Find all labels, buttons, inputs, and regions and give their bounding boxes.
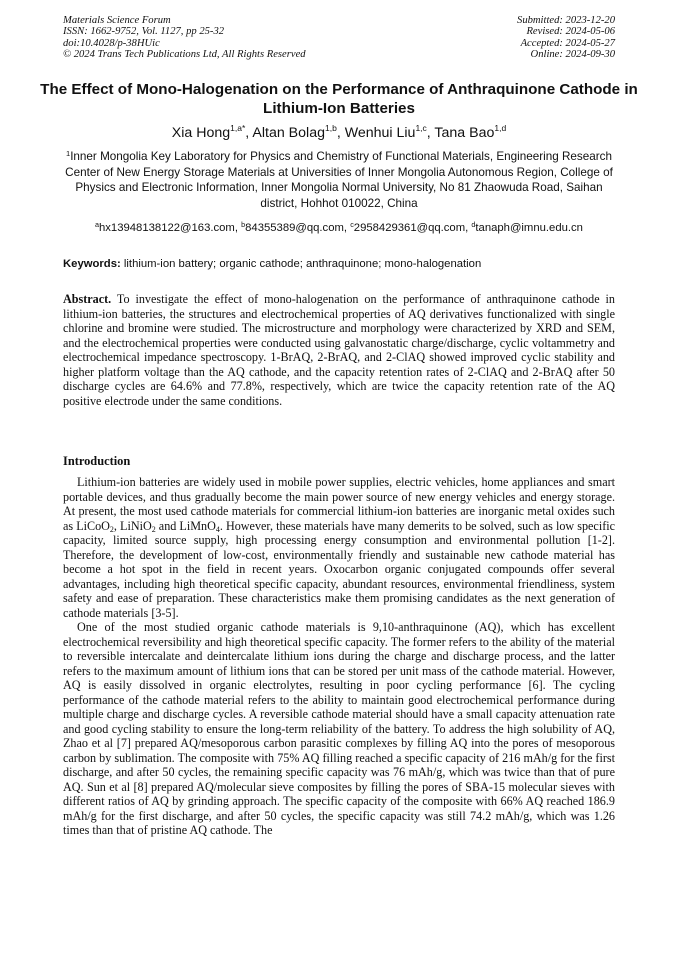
paragraph: One of the most studied organic cathode materials is 9,10-anthraquinone (AQ), which has excellent electrochemical reversibility and high theoretical specific capacity. The former refers to the ability of the material to reversible intercalate and deintercalate lithium ions during the charge and discharge process, and the latter refers to the maximum amount of lithium ions that can be stored per unit mass of the cathode material. However, AQ is easily dissolved in organic electrolytes, resulting in poor cycling performance [6]. The cycling performance of the cathode material refers to the ability to maintain good electrochemical performance during multiple charge and discharge cycles. A reversible cathode material should have a small capacity attenuation rate and good cycling stability to ensure the long-term reliability of the battery. To address the high solubility of AQ, Zhao et al [7] prepared AQ/mesoporous carbon parasitic complexes by filling AQ into the pores of mesoporous carbon by sublimation. The composite with 75% AQ filling reached a specific capacity of 216 mAh/g for the first discharge, and after 50 cycles, the remaining specific capacity was 76 mAh/g, which was twice than that of pure AQ. Sun et al [8] prepared AQ/molecular sieve composites by filling the pores of SBA-15 molecular sieves with different ratios of AQ by grinding approach. The specific capacity of the composite with 66% AQ reached 186.9 mAh/g for the first discharge, and after 50 cycles, the specific capacity was still 74.2 mAh/g, which was 1.26 times than that of pristine AQ cathode. The bbox=[63, 620, 615, 837]
publication-dates bbox=[517, 15, 615, 60]
section-heading-introduction: Introduction bbox=[63, 454, 131, 468]
author-superscript: 1,c bbox=[415, 123, 427, 133]
email-separator: , bbox=[234, 222, 242, 234]
paragraph-text: . However, these materials have many demerits to be solved, such as low specific capacity, limited source supply, high processing energy consumption and environmental pollution [1-2]. Therefore, the development of low-cost, environmentally friendly and sustainable new cathode material has become a hot spot in the field in recent years. Oxocarbon organic conjugated compounds offer several advantages, including high theoretical specific capacity, abundant resources, environmental friendliness, system safety and ease of preparation. These characteristics make them promising candidates as the next generation of cathode materials [3-5]. bbox=[63, 518, 615, 620]
author bbox=[345, 125, 427, 141]
email-superscript: a bbox=[95, 220, 99, 229]
abstract-text: To investigate the effect of mono-halogenation on the performance of anthraquinone cathode in lithium-ion batteries, the structures and electrochemical properties of AQ derivatives functionalized with single chlorine and bromine were studied. The microstructure and morphology were characterized by XRD and SEM, and the electrochemical properties were conducted using galvanostatic charge/discharge, cyclic voltammetry and electrochemical impedance spectroscopy. 1-BrAQ, 2-BrAQ, and 2-ClAQ showed improved cyclic stability and higher platform voltage than the AQ cathode, and the capacity retention rates of 2-ClAQ and 2-BrAQ after 50 discharge cycles are 64.6% and 77.8%, respectively, which are twice the capacity retention rate of the AQ positive electrode under the same conditions. bbox=[63, 292, 615, 408]
email-list bbox=[40, 221, 638, 236]
paper-title: The Effect of Mono-Halogenation on the Performance of Anthraquinone Cathode in Lithium-Ion Batteries bbox=[40, 81, 638, 117]
email-superscript: b bbox=[241, 220, 246, 229]
author-separator: , bbox=[245, 125, 253, 141]
copyright-notice: © 2024 Trans Tech Publications Ltd, All Rights Reserved bbox=[63, 48, 306, 60]
subscript: 2 bbox=[109, 524, 114, 534]
email-superscript: c bbox=[350, 220, 354, 229]
accepted-date: Accepted: 2024-05-27 bbox=[520, 37, 615, 49]
author-superscript: 1,b bbox=[324, 123, 337, 133]
keywords-text: lithium-ion battery; organic cathode; anthraquinone; mono-halogenation bbox=[123, 258, 482, 270]
paragraph-text: and LiMnO bbox=[155, 518, 216, 533]
author-list bbox=[40, 124, 638, 142]
journal-issn: ISSN: 1662-9752, Vol. 1127, pp 25-32 bbox=[63, 26, 225, 38]
email-link[interactable]: tanaph@imnu.edu.cn bbox=[475, 222, 583, 234]
email-link[interactable]: 2958429361@qq.com bbox=[353, 222, 466, 234]
introduction-body bbox=[63, 475, 615, 838]
author bbox=[434, 125, 506, 141]
email-separator: , bbox=[465, 222, 472, 234]
author-superscript: 1,a* bbox=[230, 123, 246, 133]
author-separator: , bbox=[336, 125, 345, 141]
email-link[interactable]: 84355389@qq.com bbox=[245, 222, 344, 234]
journal-doi[interactable]: doi:10.4028/p-38HUic bbox=[63, 37, 160, 49]
affiliation bbox=[58, 149, 620, 211]
paragraph-text: , LiNiO bbox=[113, 518, 152, 533]
abstract bbox=[63, 292, 615, 408]
affiliation-text: Inner Mongolia Key Laboratory for Physics and Chemistry of Functional Materials, Engineering Research Center of New Energy Storage Materials at Universities of Inner Mongolia Autonomous Region, College of Physics and Electronic Information, Inner Mongolia Normal University, No 81 Zhaowuda Road, Saihan district, Hohhot 010022, China bbox=[65, 150, 613, 210]
email-separator: , bbox=[343, 222, 351, 234]
journal-name: Materials Science Forum bbox=[63, 15, 171, 26]
author bbox=[172, 125, 246, 141]
keywords-label: Keywords: bbox=[63, 258, 121, 270]
abstract-label: Abstract. bbox=[63, 292, 112, 306]
author-separator: , bbox=[426, 125, 435, 141]
author-name: Tana Bao bbox=[434, 125, 495, 141]
author-name: Altan Bolag bbox=[252, 125, 325, 141]
author-superscript: 1,d bbox=[494, 123, 507, 133]
email-link[interactable]: hx13948138122@163.com bbox=[99, 222, 235, 234]
paragraph-text: Lithium-ion batteries are widely used in mobile power supplies, electric vehicles, home appliances and smart portable devices, and thus gradually become the main power source of new energy vehicles and energy storage. At present, the most used cathode materials for commercial lithium-ion batteries are inorganic metal oxides such as LiCoO bbox=[63, 475, 615, 533]
paragraph bbox=[63, 475, 615, 620]
subscript: 4 bbox=[215, 524, 220, 534]
revised-date: Revised: 2024-05-06 bbox=[526, 26, 615, 38]
email-superscript: d bbox=[471, 220, 476, 229]
author-name: Wenhui Liu bbox=[344, 125, 416, 141]
submitted-date: Submitted: 2023-12-20 bbox=[517, 15, 615, 26]
journal-info bbox=[63, 15, 306, 60]
online-date: Online: 2024-09-30 bbox=[530, 48, 615, 60]
affiliation-superscript: 1 bbox=[66, 149, 71, 158]
subscript: 2 bbox=[151, 524, 156, 534]
author-name: Xia Hong bbox=[171, 125, 231, 141]
keywords bbox=[63, 257, 623, 272]
author bbox=[252, 125, 336, 141]
